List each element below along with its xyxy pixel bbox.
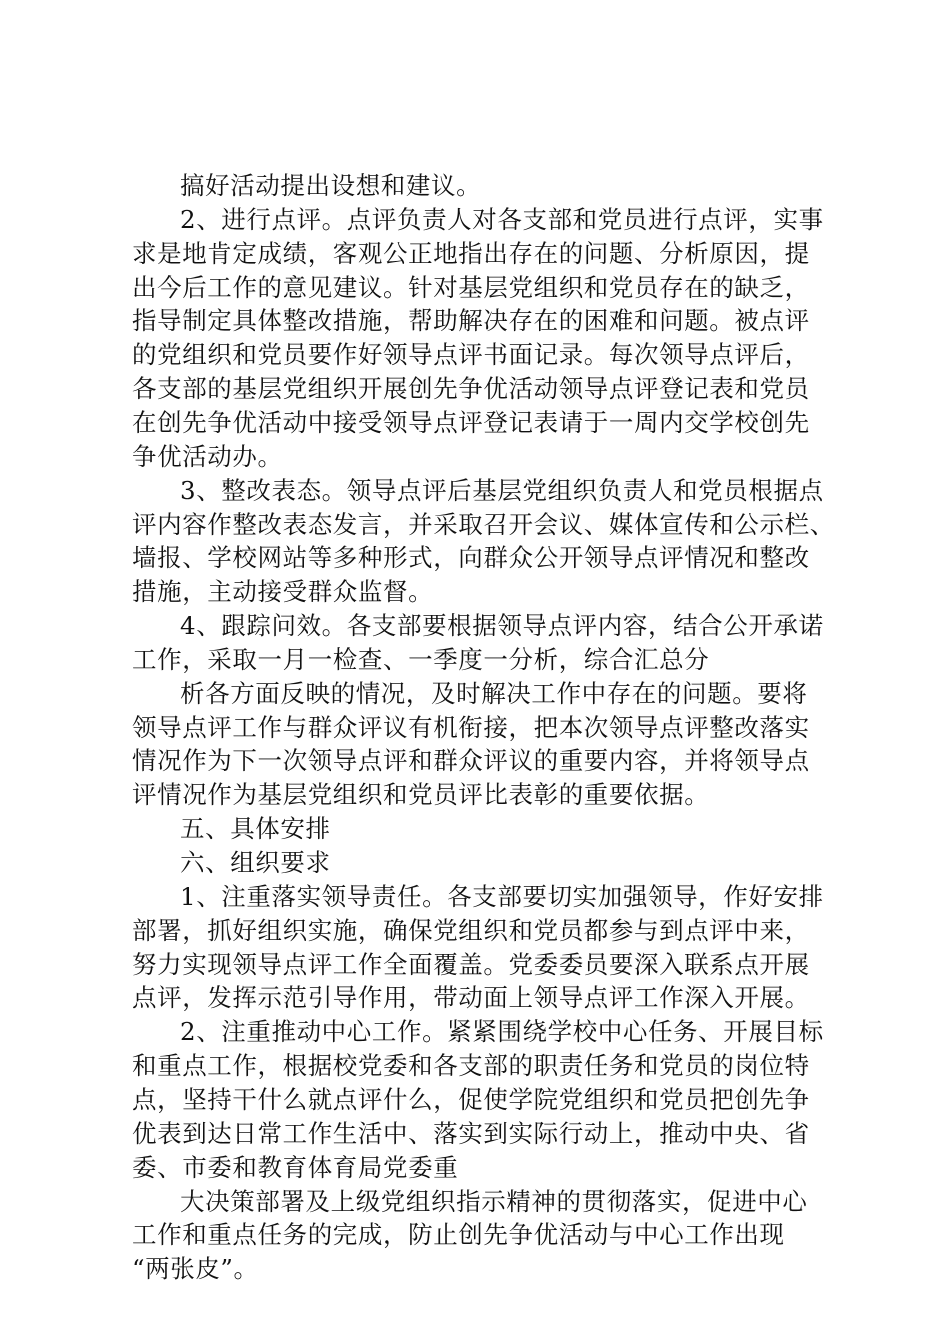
text-line: 工作，采取一月一检查、一季度一分析，综合汇总分 — [132, 644, 710, 674]
text-line: 优表到达日常工作生活中、落实到实际行动上，推动中央、省 — [132, 1118, 810, 1148]
text-line: 努力实现领导点评工作全面覆盖。党委委员要深入联系点开展 — [132, 949, 810, 979]
text-line: 3、整改表态。领导点评后基层党组织负责人和党员根据点 — [180, 475, 824, 505]
text-line: 工作和重点任务的完成，防止创先争优活动与中心工作出现 — [132, 1220, 785, 1250]
text-line: 评情况作为基层党组织和党员评比表彰的重要依据。 — [132, 780, 710, 810]
text-line: 争优活动办。 — [132, 441, 283, 471]
text-line: 委、市委和教育体育局党委重 — [132, 1152, 459, 1182]
text-line: 部署，抓好组织实施，确保党组织和党员都参与到点评中来， — [132, 915, 810, 945]
text-line: 大决策部署及上级党组织指示精神的贯彻落实，促进中心 — [180, 1186, 808, 1216]
text-line: 出今后工作的意见建议。针对基层党组织和党员存在的缺乏， — [132, 272, 810, 302]
text-line: 五、具体安排 — [180, 814, 331, 844]
text-line: 点，坚持干什么就点评什么，促使学院党组织和党员把创先争 — [132, 1084, 810, 1114]
text-line: 求是地肯定成绩，客观公正地指出存在的问题、分析原因，提 — [132, 238, 810, 268]
text-line: 点评，发挥示范引导作用，带动面上领导点评工作深入开展。 — [132, 983, 810, 1013]
text-line: 各支部的基层党组织开展创先争优活动领导点评登记表和党员 — [132, 374, 810, 404]
text-line: 搞好活动提出设想和建议。 — [180, 171, 482, 200]
text-line: 墙报、学校网站等多种形式，向群众公开领导点评情况和整改 — [132, 543, 810, 573]
text-line: 4、跟踪问效。各支部要根据领导点评内容，结合公开承诺 — [180, 611, 824, 641]
text-line: 措施，主动接受群众监督。 — [132, 577, 434, 607]
text-line: 2、进行点评。点评负责人对各支部和党员进行点评，实事 — [180, 204, 824, 234]
text-line: 和重点工作，根据校党委和各支部的职责任务和党员的岗位特 — [132, 1051, 810, 1081]
text-line: 评内容作整改表态发言，并采取召开会议、媒体宣传和公示栏、 — [132, 509, 835, 539]
text-line: 六、组织要求 — [180, 848, 331, 877]
text-line: 2、注重推动中心工作。紧紧围绕学校中心任务、开展目标 — [180, 1017, 824, 1047]
text-line: 在创先争优活动中接受领导点评登记表请于一周内交学校创先 — [132, 407, 810, 437]
text-line: 析各方面反映的情况，及时解决工作中存在的问题。要将 — [180, 678, 808, 708]
text-line: 情况作为下一次领导点评和群众评议的重要内容，并将领导点 — [132, 746, 810, 776]
text-line: 领导点评工作与群众评议有机衔接，把本次领导点评整改落实 — [132, 712, 810, 742]
text-line: 的党组织和党员要作好领导点评书面记录。每次领导点评后， — [132, 340, 810, 370]
text-line: 指导制定具体整改措施，帮助解决存在的困难和问题。被点评 — [132, 306, 810, 336]
text-line: “两张皮”。 — [132, 1254, 259, 1284]
text-line: 1、注重落实领导责任。各支部要切实加强领导，作好安排 — [180, 881, 824, 911]
